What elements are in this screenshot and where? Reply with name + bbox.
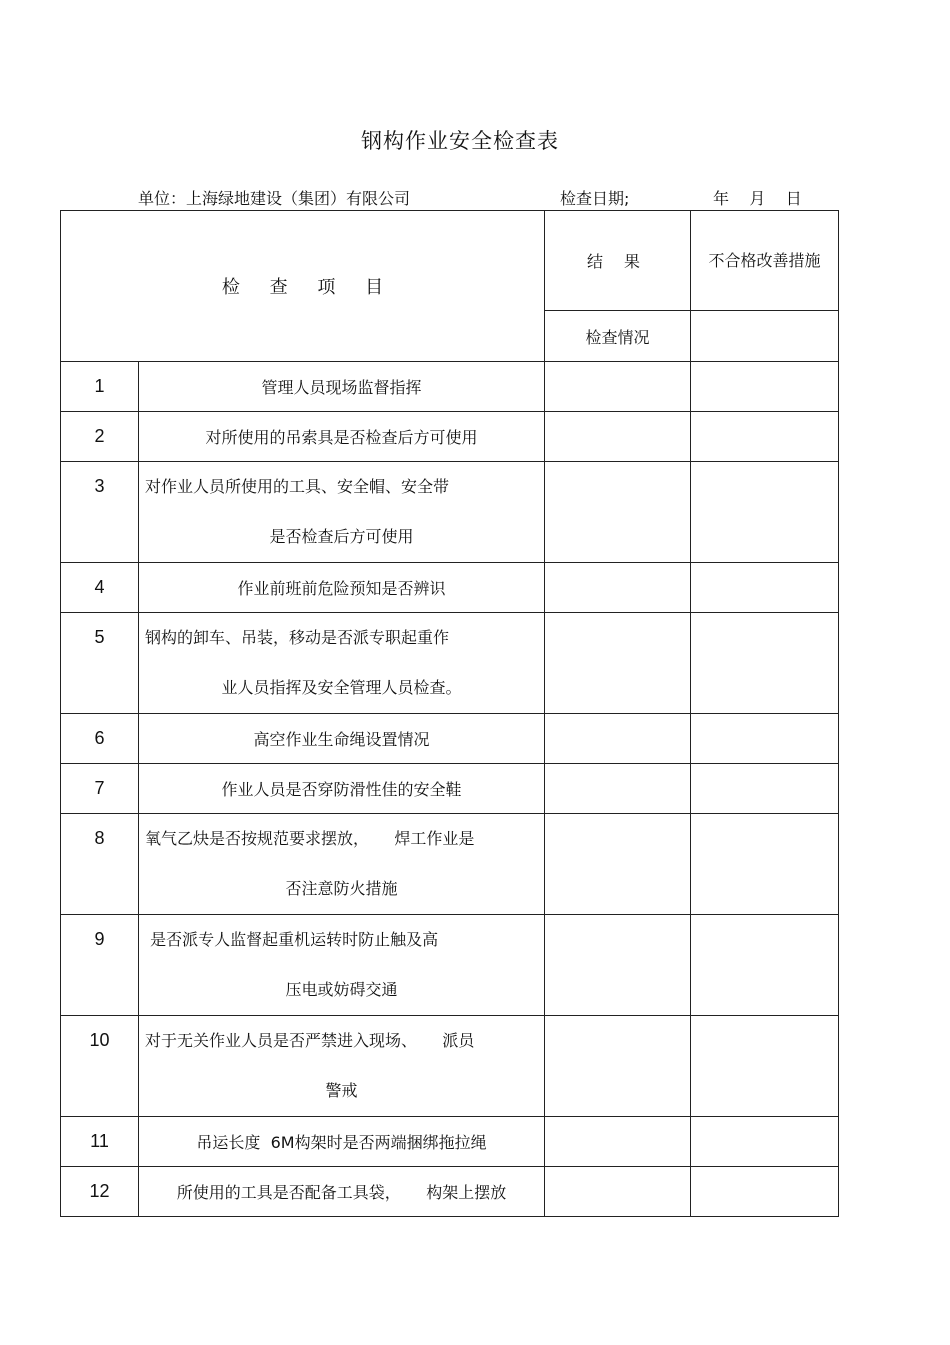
check-item-line-2: 否注意防火措施 — [285, 879, 398, 898]
check-date-label: 检查日期; — [560, 189, 630, 208]
table-row — [61, 915, 839, 1016]
result-cell[interactable] — [545, 362, 691, 412]
table-row — [61, 412, 839, 462]
table-row — [61, 1016, 839, 1117]
check-item-text — [139, 814, 545, 915]
check-item-line-1: 管理人员现场监督指挥 — [261, 378, 422, 397]
header-result: 结 果 — [545, 211, 691, 311]
row-number: 10 — [61, 1016, 139, 1117]
check-item-text — [139, 764, 545, 814]
result-cell[interactable] — [545, 1016, 691, 1117]
header-check-item: 检 查 项 目 — [61, 211, 545, 362]
result-cell[interactable] — [545, 613, 691, 714]
check-item-text — [139, 362, 545, 412]
table-row — [61, 1117, 839, 1167]
row-number: 7 — [61, 764, 139, 814]
fix-measure-cell[interactable] — [691, 462, 839, 563]
row-number: 11 — [61, 1117, 139, 1167]
check-item-line-2: 是否检查后方可使用 — [269, 527, 414, 546]
table-row — [61, 1167, 839, 1217]
check-item-text — [139, 1117, 545, 1167]
result-cell[interactable] — [545, 563, 691, 613]
fix-measure-cell[interactable] — [691, 362, 839, 412]
check-item-line-1: 钢构的卸车、吊装，移动是否派专职起重作 — [145, 628, 450, 647]
result-cell[interactable] — [545, 1167, 691, 1217]
check-item-text — [139, 1016, 545, 1117]
check-item-text — [139, 613, 545, 714]
check-item-line-1: 是否派专人监督起重机运转时防止触及高 — [145, 930, 439, 949]
fix-measure-cell[interactable] — [691, 915, 839, 1016]
table-row — [61, 362, 839, 412]
fix-measure-cell[interactable] — [691, 764, 839, 814]
fix-measure-cell[interactable] — [691, 563, 839, 613]
document-title: 钢构作业安全检查表 — [361, 129, 559, 153]
check-item-line-2: 业人员指挥及安全管理人员检查。 — [221, 678, 462, 697]
check-item-text — [139, 915, 545, 1016]
result-cell[interactable] — [545, 1117, 691, 1167]
row-number: 2 — [61, 412, 139, 462]
fix-measure-cell[interactable] — [691, 412, 839, 462]
check-item-line-1: 高空作业生命绳设置情况 — [253, 730, 430, 749]
row-number: 12 — [61, 1167, 139, 1217]
check-item-line-1: 作业前班前危险预知是否辨识 — [237, 579, 446, 598]
row-number: 1 — [61, 362, 139, 412]
table-row — [61, 563, 839, 613]
fix-measure-cell[interactable] — [691, 613, 839, 714]
row-number: 6 — [61, 714, 139, 764]
header-check-status: 检查情况 — [545, 311, 691, 362]
table-row — [61, 764, 839, 814]
check-item-line-1: 吊运长度 6M构架时是否两端捆绑拖拉绳 — [196, 1133, 487, 1152]
check-item-text — [139, 462, 545, 563]
unit-label: 单位：上海绿地建设（集团）有限公司 — [138, 189, 411, 208]
header-empty-cell — [691, 311, 839, 362]
result-cell[interactable] — [545, 462, 691, 563]
fix-measure-cell[interactable] — [691, 714, 839, 764]
table-row — [61, 814, 839, 915]
result-cell[interactable] — [545, 915, 691, 1016]
check-item-line-2: 警戒 — [325, 1081, 358, 1100]
table-row — [61, 462, 839, 563]
fix-measure-cell[interactable] — [691, 1167, 839, 1217]
result-cell[interactable] — [545, 714, 691, 764]
row-number: 5 — [61, 613, 139, 714]
table-row — [61, 613, 839, 714]
check-item-text — [139, 1167, 545, 1217]
check-item-line-1: 对所使用的吊索具是否检查后方可使用 — [205, 428, 478, 447]
result-cell[interactable] — [545, 412, 691, 462]
check-item-line-1: 所使用的工具是否配备工具袋， 构架上摆放 — [176, 1183, 507, 1202]
row-number: 4 — [61, 563, 139, 613]
check-item-text — [139, 412, 545, 462]
table-row — [61, 714, 839, 764]
row-number: 9 — [61, 915, 139, 1016]
check-item-text — [139, 563, 545, 613]
inspection-table — [60, 210, 839, 1217]
check-item-line-1: 对于无关作业人员是否严禁进入现场、 派员 — [145, 1031, 475, 1050]
row-number: 3 — [61, 462, 139, 563]
check-item-line-1: 氧气乙炔是否按规范要求摆放， 焊工作业是 — [145, 829, 475, 848]
result-cell[interactable] — [545, 814, 691, 915]
fix-measure-cell[interactable] — [691, 1117, 839, 1167]
check-item-line-1: 对作业人员所使用的工具、安全帽、安全带 — [145, 477, 450, 496]
header-fix-measure: 不合格改善措施 — [691, 211, 839, 311]
check-item-line-1: 作业人员是否穿防滑性佳的安全鞋 — [221, 780, 462, 799]
date-fields: 年 月 日 — [713, 189, 802, 208]
fix-measure-cell[interactable] — [691, 1016, 839, 1117]
check-item-line-2: 压电或妨碍交通 — [285, 980, 398, 999]
check-item-text — [139, 714, 545, 764]
result-cell[interactable] — [545, 764, 691, 814]
row-number: 8 — [61, 814, 139, 915]
fix-measure-cell[interactable] — [691, 814, 839, 915]
header-row-1 — [61, 211, 839, 311]
